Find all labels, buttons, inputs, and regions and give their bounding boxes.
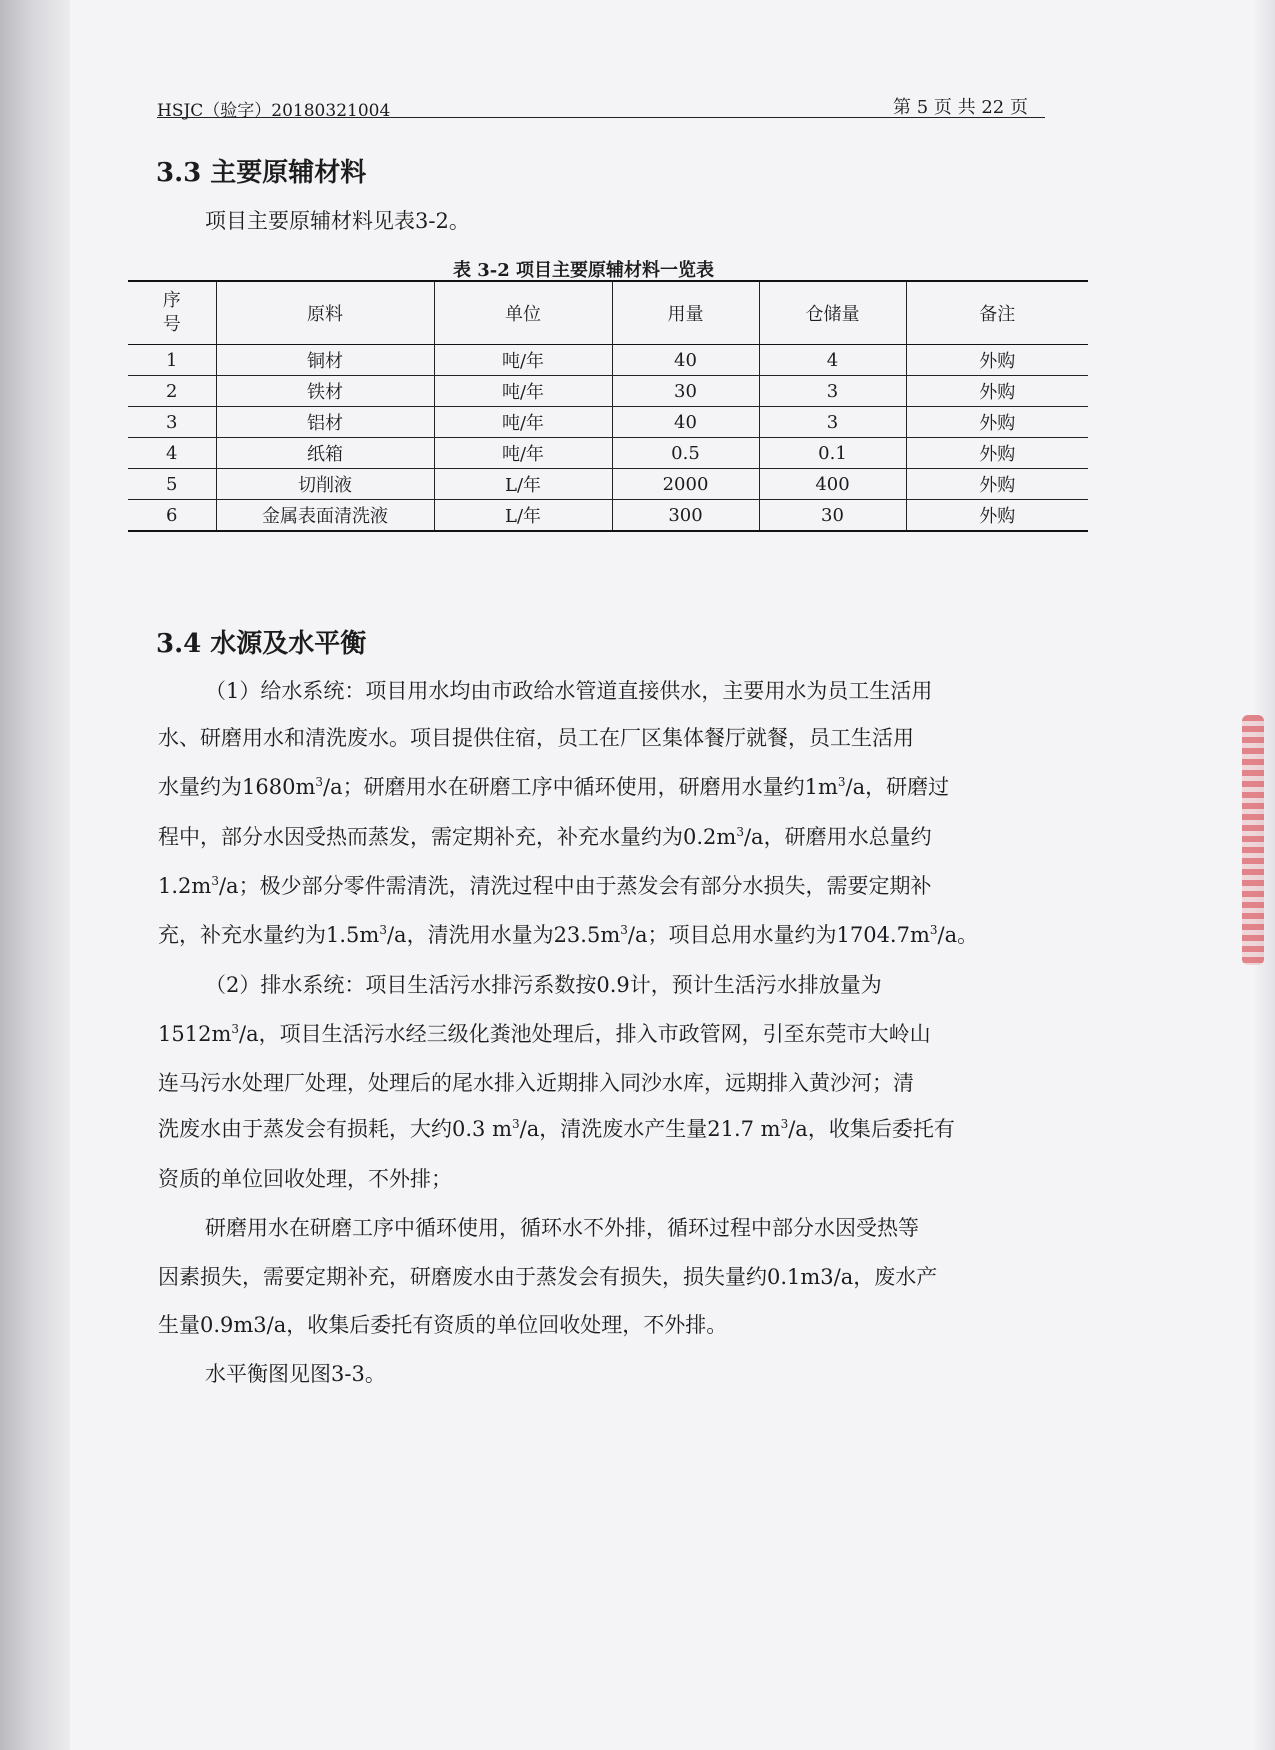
table-cell: 3 xyxy=(759,376,906,407)
paragraph-line: 水平衡图见图3-3。 xyxy=(205,1362,386,1386)
table-cell: 外购 xyxy=(906,407,1088,438)
table-cell: 6 xyxy=(128,500,216,532)
table-cell: 5 xyxy=(128,469,216,500)
section-heading-3-3: 3.3 主要原辅材料 xyxy=(156,158,367,188)
table-row xyxy=(128,500,1088,532)
paragraph-line: 研磨用水在研磨工序中循环使用，循环水不外排，循环过程中部分水因受热等 xyxy=(205,1216,919,1240)
paragraph-line: 洗废水由于蒸发会有损耗，大约0.3 $m^3/a$，清洗废水产生量21.7 $m^3/a$，收集后委托有 xyxy=(158,1117,955,1141)
paragraph-line: 连马污水处理厂处理，处理后的尾水排入近期排入同沙水库，远期排入黄沙河；清 xyxy=(158,1071,914,1095)
table-row xyxy=(128,407,1088,438)
paragraph-line: 程中，部分水因受热而蒸发，需定期补充，补充水量约为$0.2m^3/a$，研磨用水总量约 xyxy=(158,825,932,849)
paragraph-line: 资质的单位回收处理，不外排； xyxy=(158,1167,452,1191)
column-header: 仓储量 xyxy=(759,281,906,345)
table-cell: 3 xyxy=(128,407,216,438)
table-cell: 4 xyxy=(128,438,216,469)
column-header: 原料 xyxy=(216,281,434,345)
section-intro: 项目主要原辅材料见表3-2。 xyxy=(205,209,470,233)
table-row xyxy=(128,438,1088,469)
column-header: 备注 xyxy=(906,281,1088,345)
table-header-row xyxy=(128,281,1088,345)
paragraph-line: $1.2m^3/a$；极少部分零件需清洗，清洗过程中由于蒸发会有部分水损失，需要定期补 xyxy=(158,874,932,898)
seal-stamp xyxy=(1242,715,1264,965)
table-cell: 吨/年 xyxy=(434,345,612,376)
table-cell: 铜材 xyxy=(216,345,434,376)
column-header: 用量 xyxy=(612,281,759,345)
paragraph-line: （2）排水系统：项目生活污水排污系数按0.9计，预计生活污水排放量为 xyxy=(205,973,882,997)
document-code: HSJC（验字）20180321004 xyxy=(157,101,391,121)
table-cell: 0.5 xyxy=(612,438,759,469)
table-row xyxy=(128,376,1088,407)
table-caption: 表 3-2 项目主要原辅材料一览表 xyxy=(453,260,715,281)
table-cell: L/年 xyxy=(434,469,612,500)
table-cell: 2 xyxy=(128,376,216,407)
table-cell: 切削液 xyxy=(216,469,434,500)
table-cell: 30 xyxy=(612,376,759,407)
table-cell: 外购 xyxy=(906,500,1088,532)
table-cell: 外购 xyxy=(906,438,1088,469)
table-cell: 吨/年 xyxy=(434,438,612,469)
table-cell: 铁材 xyxy=(216,376,434,407)
table-cell: 铝材 xyxy=(216,407,434,438)
table-cell: 金属表面清洗液 xyxy=(216,500,434,532)
table-row xyxy=(128,469,1088,500)
table-cell: L/年 xyxy=(434,500,612,532)
table-cell: 1 xyxy=(128,345,216,376)
table-cell: 3 xyxy=(759,407,906,438)
materials-table xyxy=(128,280,1088,532)
table-cell: 300 xyxy=(612,500,759,532)
paragraph-line: 水量约为$1680m^3/a$；研磨用水在研磨工序中循环使用，研磨用水量约$1m^3/a$，研磨过 xyxy=(158,775,950,799)
table-cell: 吨/年 xyxy=(434,376,612,407)
paragraph-line: 充，补充水量约为$1.5m^3/a$，清洗用水量为$23.5m^3/a$；项目总用水量约为$1704.7m^3/a$。 xyxy=(158,923,979,947)
paragraph-line: $1512m^3/a$，项目生活污水经三级化粪池处理后，排入市政管网，引至东莞市大岭山 xyxy=(158,1022,931,1046)
table-cell: 2000 xyxy=(612,469,759,500)
section-heading-3-4: 3.4 水源及水平衡 xyxy=(156,629,367,659)
column-header: 单位 xyxy=(434,281,612,345)
table-cell: 30 xyxy=(759,500,906,532)
table-cell: 外购 xyxy=(906,376,1088,407)
paragraph-line: 生量0.9m3/a，收集后委托有资质的单位回收处理，不外排。 xyxy=(158,1313,728,1337)
column-header: 序 号 xyxy=(128,281,216,345)
paragraph-line: （1）给水系统：项目用水均由市政给水管道直接供水，主要用水为员工生活用 xyxy=(205,679,933,703)
table-cell: 外购 xyxy=(906,345,1088,376)
table-cell: 0.1 xyxy=(759,438,906,469)
page-number: 第 5 页 共 22 页 xyxy=(893,97,1028,118)
table-row xyxy=(128,345,1088,376)
table-cell: 吨/年 xyxy=(434,407,612,438)
table-cell: 400 xyxy=(759,469,906,500)
table-cell: 外购 xyxy=(906,469,1088,500)
table-cell: 4 xyxy=(759,345,906,376)
table-cell: 纸箱 xyxy=(216,438,434,469)
table-cell: 40 xyxy=(612,407,759,438)
paragraph-line: 因素损失，需要定期补充，研磨废水由于蒸发会有损失，损失量约0.1m3/a，废水产 xyxy=(158,1265,938,1289)
paragraph-line: 水、研磨用水和清洗废水。项目提供住宿，员工在厂区集体餐厅就餐，员工生活用 xyxy=(158,726,914,750)
header-rule xyxy=(157,117,1045,118)
table-cell: 40 xyxy=(612,345,759,376)
